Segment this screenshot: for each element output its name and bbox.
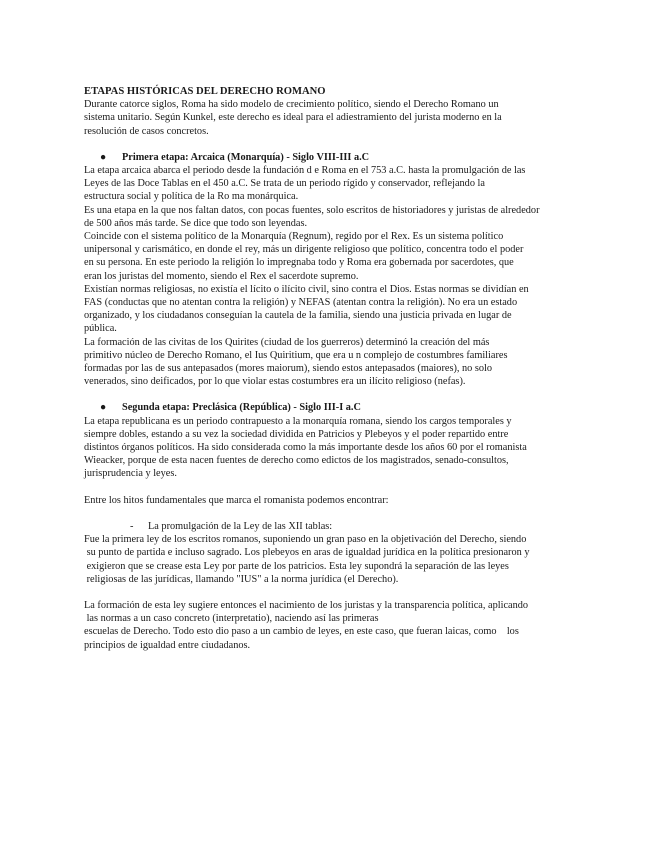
section-heading-preclasica <box>84 401 563 414</box>
text-line: FAS (conductas que no atentan contra la religión) y NEFAS (atentan contra la religión). No era un estado <box>84 297 518 309</box>
text-line: siempre dobles, estando a su vez la sociedad dividida en Patricios y Plebeyos y el poder repartido entre <box>84 428 509 440</box>
text-line: La formación de esta ley sugiere entonces el nacimiento de los juristas y la transparencia política, aplicando <box>84 599 529 611</box>
paragraph <box>84 599 563 652</box>
text-line: Durante catorce siglos, Roma ha sido modelo de crecimiento político, siendo el Derecho Romano un <box>84 99 499 111</box>
paragraph <box>84 164 563 204</box>
text-line: su punto de partida e incluso sagrado. Los plebeyos en aras de igualdad jurídica en la política presionaron y <box>84 547 530 559</box>
text-line: Entre los hitos fundamentales que marca el romanista podemos encontrar: <box>84 494 389 506</box>
text-line: exigieron que se crease esta Ley por parte de los patricios. Esta ley supondrá la separación de las leyes <box>84 560 509 572</box>
dash-list-item <box>84 520 563 533</box>
text-line: formadas por las de sus antepasados (mores maiorum), siendo estos antepasados (maiores), no solo <box>84 363 493 375</box>
text-line: venerados, sino deificados, por lo que violar estas costumbres era un ilícito religioso (nefas). <box>84 376 466 388</box>
paragraph <box>84 533 563 586</box>
text-line: escuelas de Derecho. Todo esto dio paso a un cambio de leyes, en este caso, que fueran laicas, como los <box>84 626 519 638</box>
text-line: La etapa arcaica abarca el periodo desde la fundación d e Roma en el 753 a.C. hasta la promulgación de las <box>84 165 526 177</box>
section-heading-text: Segunda etapa: Preclásica (República) - Siglo III-I a.C <box>122 402 361 414</box>
section-heading-text: Primera etapa: Arcaica (Monarquía) - Siglo VIII-III a.C <box>122 151 370 163</box>
text-line: eran los juristas del momento, siendo el Rex el sacerdote supremo. <box>84 270 359 282</box>
dash-item-text: La promulgación de la Ley de las XII tablas: <box>148 520 333 532</box>
text-line: jurisprudencia y leyes. <box>84 468 177 480</box>
text-line: principios de igualdad entre ciudadanos. <box>84 639 251 651</box>
text-line: pública. <box>84 323 117 335</box>
text-line: Wieacker, porque de esta nacen fuentes de derecho como edictos de los magistrados, senado-consultos, <box>84 455 509 467</box>
text-line: primitivo núcleo de Derecho Romano, el Ius Quiritium, que era u n complejo de costumbres familiares <box>84 349 508 361</box>
text-line: organizado, y los ciudadanos conseguían la cautela de la familia, siendo una justicia privada en lugar de <box>84 310 512 322</box>
intro-paragraph <box>84 98 563 138</box>
text-line: religiosas de las jurídicas, llamando "IUS" a la norma jurídica (el Derecho). <box>84 573 399 585</box>
bullet-icon: ● <box>100 402 107 414</box>
text-line: La etapa republicana es un periodo contrapuesto a la monarquía romana, siendo los cargos temporales y <box>84 415 512 427</box>
text-line: La formación de las civitas de los Quirites (ciudad de los guerreros) determinó la creación del más <box>84 336 490 348</box>
text-line: sistema unitario. Según Kunkel, este derecho es ideal para el adiestramiento del jurista moderno en la <box>84 112 502 124</box>
paragraph <box>84 283 563 336</box>
document-title: ETAPAS HISTÓRICAS DEL DERECHO ROMANO <box>84 86 326 97</box>
paragraph <box>84 204 563 230</box>
text-line: estructura social y política de la Ro ma monárquica. <box>84 191 299 203</box>
paragraph <box>84 494 563 507</box>
paragraph <box>84 415 563 481</box>
bullet-icon: ● <box>100 151 107 163</box>
dash-marker: - <box>130 520 134 532</box>
text-line: de 500 años más tarde. Se dice que todo son leyendas. <box>84 217 308 229</box>
section-heading-arcaica <box>84 151 563 164</box>
paragraph <box>84 336 563 389</box>
text-line: Leyes de las Doce Tablas en el 450 a.C. Se trata de un periodo rígido y conservador, reflejando la <box>84 178 485 190</box>
text-line: Existían normas religiosas, no existía el lícito o ilícito civil, sino contra el Dios. Estas normas se dividían en <box>84 283 529 295</box>
text-line: unipersonal y carismático, en donde el rey, más un dirigente religioso que político, concentra todo el poder <box>84 244 524 256</box>
paragraph <box>84 230 563 283</box>
text-line: en su persona. En este periodo la religión lo impregnaba todo y Roma era gobernada por sacerdotes, que <box>84 257 514 269</box>
text-line: distintos órganos políticos. Ha sido considerada como la más importante desde los años 60 por el romanista <box>84 442 527 454</box>
text-line: Es una etapa en la que nos faltan datos, con pocas fuentes, solo escritos de historiadores y juristas de alrededor <box>84 204 540 216</box>
text-line: Coincide con el sistema político de la Monarquía (Regnum), regido por el Rex. Es un sistema político <box>84 231 504 243</box>
text-line: las normas a un caso concreto (interpretatio), naciendo así las primeras <box>84 613 379 625</box>
text-line: resolución de casos concretos. <box>84 125 209 137</box>
text-line: Fue la primera ley de los escritos romanos, suponiendo un gran paso en la objetivación del Derecho, siendo <box>84 534 527 546</box>
